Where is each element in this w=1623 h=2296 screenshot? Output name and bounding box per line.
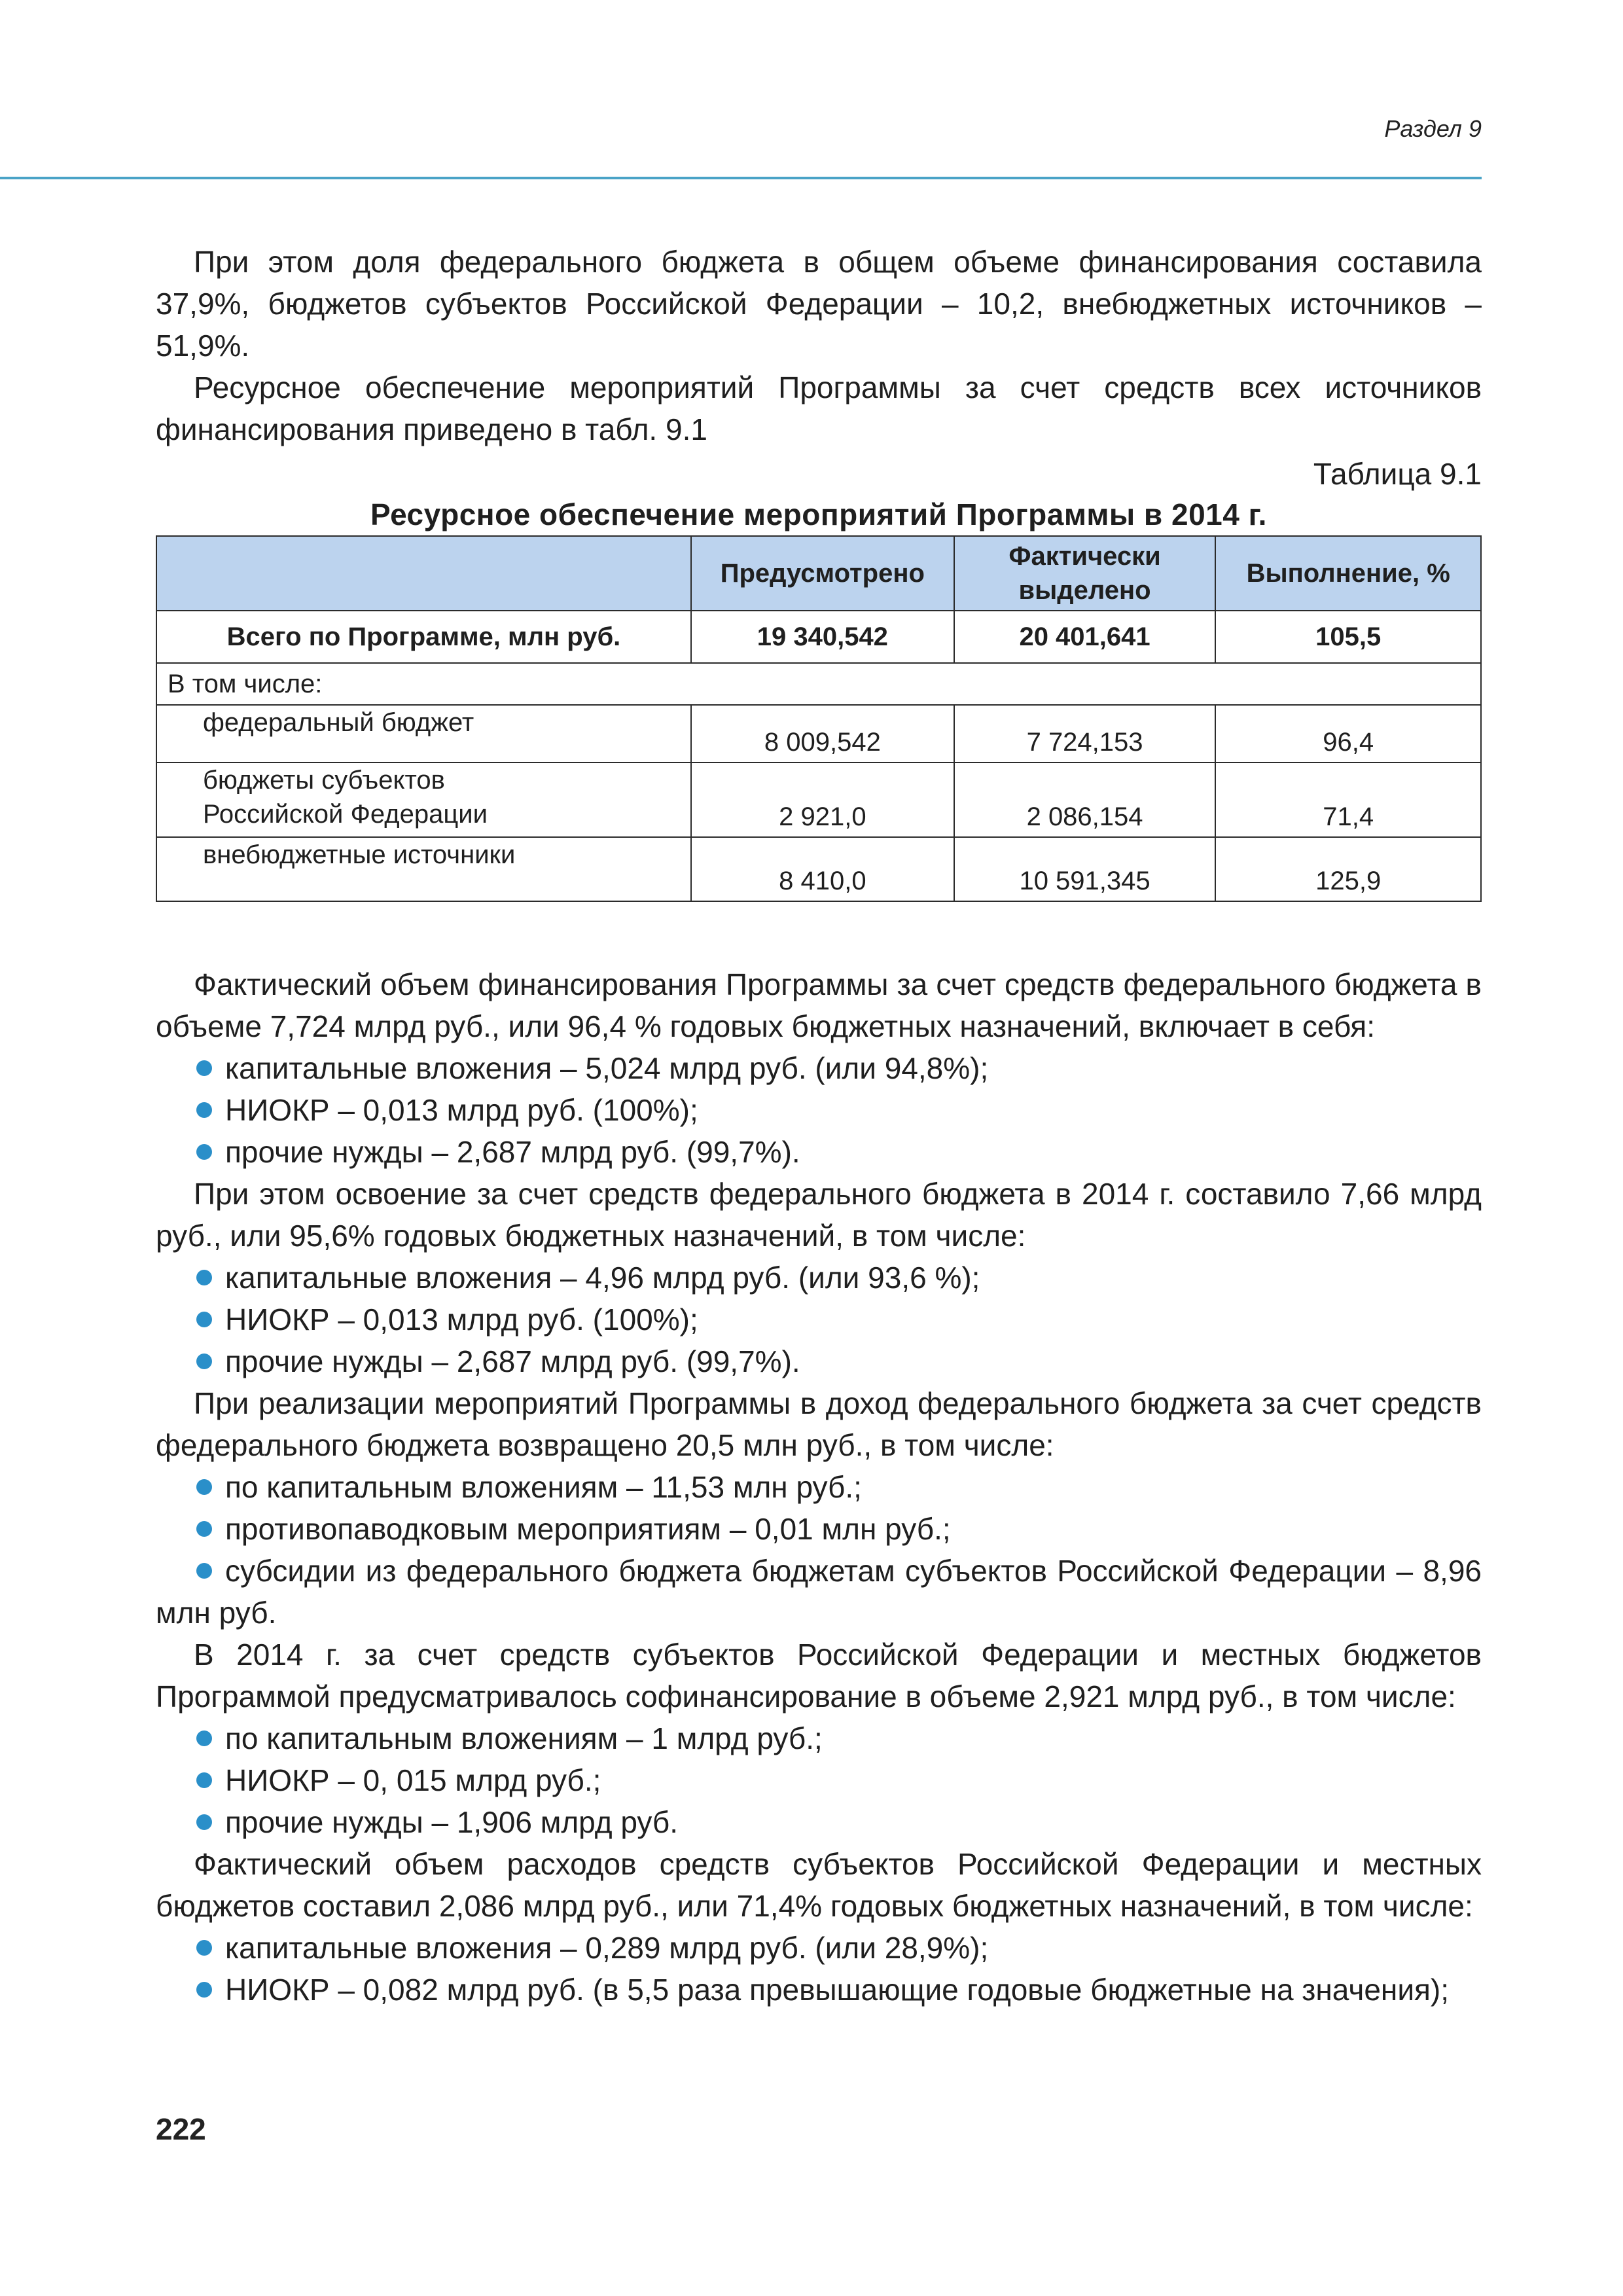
list-item-text: противопаводковым мероприятиям – 0,01 млн руб.; [225,1512,951,1546]
table-cell: Всего по Программе, млн руб. [156,611,691,663]
paragraph: При этом освоение за счет средств федерального бюджета в 2014 г. составило 7,66 млрд руб., или 95,6% годовых бюджетных назначений, в том числе: [156,1177,1482,1253]
bullet-icon [196,1060,212,1076]
resources-table [156,535,1482,902]
list-item-text: НИОКР – 0,082 млрд руб. (в 5,5 раза превышающие годовые бюджетные на значения); [225,1973,1450,2007]
list-item-text: капитальные вложения – 0,289 млрд руб. (или 28,9%); [225,1931,989,1965]
table-cell: 71,4 [1215,762,1481,837]
list-item [196,1089,1482,1131]
table-cell: 125,9 [1215,837,1481,901]
bullet-list [156,1257,1482,1382]
paragraph: Фактический объем финансирования Программы за счет средств федерального бюджета в объеме 7,724 млрд руб., или 96,4 % годовых бюджетных назначений, включает в себя: [156,967,1482,1043]
table-cell: 20 401,641 [954,611,1216,663]
list-item-text: субсидии из федерального бюджета бюджетам субъектов Российской Федерации – 8,96 млн руб. [156,1554,1482,1630]
list-item [196,1717,1482,1759]
table-title: Ресурсное обеспечение мероприятий Программы в 2014 г. [370,497,1267,531]
table-cell: 10 591,345 [954,837,1216,901]
list-item [156,1550,1482,1634]
table-including-row [156,663,1481,705]
bullet-icon [196,1144,212,1160]
table-header-cell: Выполнение, % [1215,536,1481,611]
paragraph: При этом доля федерального бюджета в общем объеме финансирования составила 37,9%, бюджетов субъектов Российской Федерации – 10,2, внебюджетных источников – 51,9%. [156,245,1482,363]
table-cell: В том числе: [156,663,1481,705]
table-header-cell: Фактически выделено [954,536,1216,611]
paragraph: При реализации мероприятий Программы в доход федерального бюджета за счет средств федерального бюджета возвращено 20,5 млн руб., в том числе: [156,1386,1482,1462]
page-body [156,241,1482,2011]
table-cell: 2 086,154 [954,762,1216,837]
list-item-text: НИОКР – 0,013 млрд руб. (100%); [225,1093,698,1127]
bullet-list [156,1466,1482,1634]
list-item-text: прочие нужды – 1,906 млрд руб. [225,1805,679,1839]
list-item [196,1047,1482,1089]
bullet-icon [196,1312,212,1327]
bullet-icon [196,1814,212,1830]
header-divider [0,177,1482,179]
list-item-text: капитальные вложения – 5,024 млрд руб. (или 94,8%); [225,1051,989,1085]
bullet-icon [196,1940,212,1956]
list-item [196,1969,1482,2011]
table-cell: 96,4 [1215,705,1481,762]
table-header-cell: Предусмотрено [691,536,954,611]
bullet-icon [196,1102,212,1118]
list-item [196,1340,1482,1382]
table-cell: 7 724,153 [954,705,1216,762]
bullet-icon [196,1563,212,1579]
table-row [156,837,1481,901]
bullet-list [156,1927,1482,2011]
page-number: 222 [156,2112,206,2146]
table-header-row [156,536,1481,611]
bullet-icon [196,1479,212,1495]
list-item [196,1466,1482,1508]
list-item [196,1131,1482,1173]
list-item [196,1927,1482,1969]
list-item-text: капитальные вложения – 4,96 млрд руб. (или 93,6 %); [225,1261,980,1295]
list-item-text: прочие нужды – 2,687 млрд руб. (99,7%). [225,1344,800,1378]
bullet-icon [196,1731,212,1746]
list-item-text: по капитальным вложениям – 1 млрд руб.; [225,1721,823,1755]
table-cell: федеральный бюджет [156,705,691,762]
list-item-text: прочие нужды – 2,687 млрд руб. (99,7%). [225,1135,800,1169]
bullet-icon [196,1772,212,1788]
bullet-icon [196,1270,212,1285]
bullet-icon [196,1982,212,1998]
bullet-icon [196,1521,212,1537]
bullet-list [156,1047,1482,1173]
paragraph: Фактический объем расходов средств субъектов Российской Федерации и местных бюджетов составил 2,086 млрд руб., или 71,4% годовых бюджетных назначений, в том числе: [156,1847,1482,1923]
list-item [196,1508,1482,1550]
bullet-icon [196,1354,212,1369]
table-cell: внебюджетные источники [156,837,691,901]
table-row [156,705,1481,762]
paragraph: В 2014 г. за счет средств субъектов Российской Федерации и местных бюджетов Программой предусматривалось софинансирование в объеме 2,921 млрд руб., в том числе: [156,1638,1482,1713]
list-item-text: НИОКР – 0,013 млрд руб. (100%); [225,1302,698,1336]
list-item [196,1299,1482,1340]
list-item [196,1759,1482,1801]
bullet-list [156,1717,1482,1843]
table-cell: 105,5 [1215,611,1481,663]
table-header-cell [156,536,691,611]
table-label: Таблица 9.1 [1313,457,1482,491]
table-cell: 8 410,0 [691,837,954,901]
paragraph: Ресурсное обеспечение мероприятий Программы за счет средств всех источников финансирования приведено в табл. 9.1 [156,370,1482,446]
table-cell: бюджеты субъектов Российской Федерации [156,762,691,837]
list-item-text: по капитальным вложениям – 11,53 млн руб.; [225,1470,862,1504]
list-item [196,1801,1482,1843]
list-item [196,1257,1482,1299]
list-item-text: НИОКР – 0, 015 млрд руб.; [225,1763,601,1797]
table-row [156,762,1481,837]
table-total-row [156,611,1481,663]
table-cell: 19 340,542 [691,611,954,663]
table-cell: 8 009,542 [691,705,954,762]
table-cell: 2 921,0 [691,762,954,837]
section-header: Раздел 9 [1384,115,1482,142]
